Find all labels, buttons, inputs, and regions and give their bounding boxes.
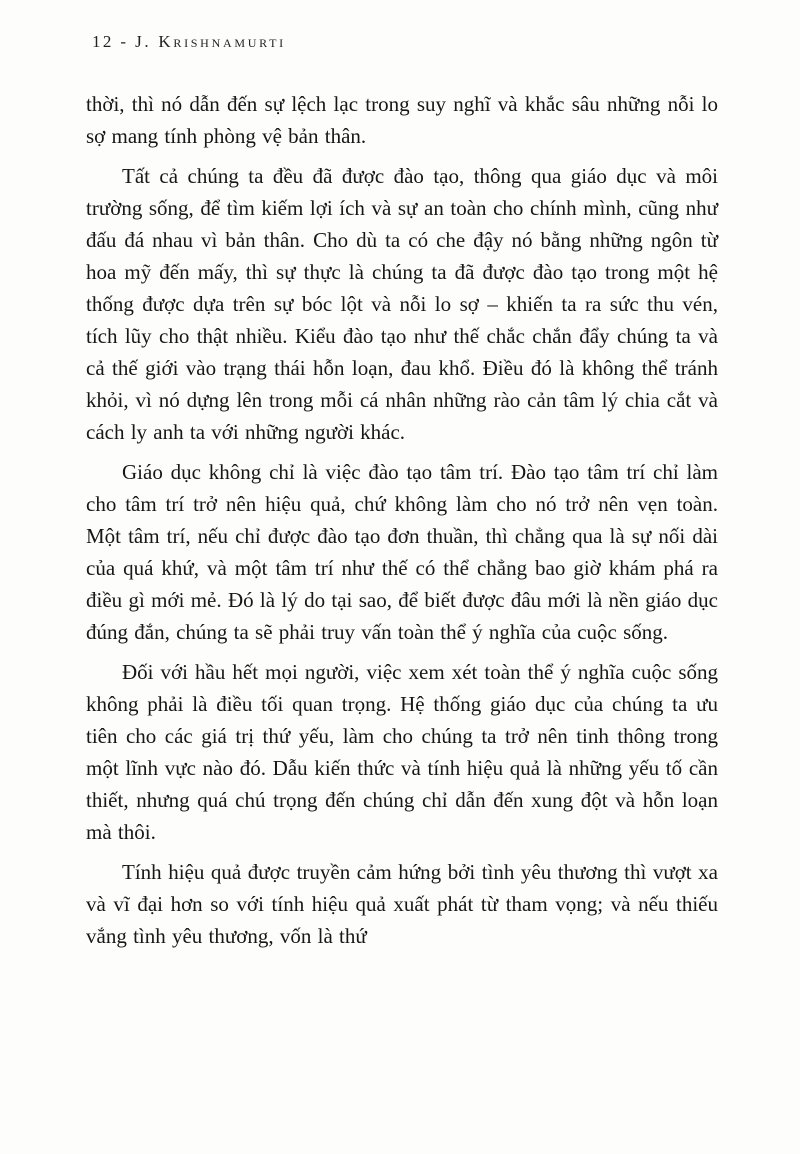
running-header bbox=[92, 32, 718, 52]
author-name: J. Krishnamurti bbox=[135, 32, 286, 51]
header-separator: - bbox=[113, 32, 136, 51]
page-number: 12 bbox=[92, 32, 114, 51]
paragraph: Tất cả chúng ta đều đã được đào tạo, thông qua giáo dục và môi trường sống, để tìm kiếm lợi ích và sự an toàn cho chính mình, cũng như đấu đá nhau vì bản thân. Cho dù ta có che đậy nó bằng những ngôn từ hoa mỹ đến mấy, thì sự thực là chúng ta đã được đào tạo trong một hệ thống được dựa trên sự bóc lột và nỗi lo sợ – khiến ta ra sức thu vén, tích lũy cho thật nhiều. Kiểu đào tạo như thế chắc chắn đẩy chúng ta và cả thế giới vào trạng thái hỗn loạn, đau khổ. Điều đó là không thể tránh khỏi, vì nó dựng lên trong mỗi cá nhân những rào cản tâm lý chia cắt và cách ly anh ta với những người khác. bbox=[86, 164, 718, 444]
paragraph: Đối với hầu hết mọi người, việc xem xét toàn thể ý nghĩa cuộc sống không phải là điều tối quan trọng. Hệ thống giáo dục của chúng ta ưu tiên cho các giá trị thứ yếu, làm cho chúng ta trở nên tinh thông trong một lĩnh vực nào đó. Dẫu kiến thức và tính hiệu quả là những yếu tố cần thiết, nhưng quá chú trọng đến chúng chỉ dẫn đến xung đột và hỗn loạn mà thôi. bbox=[86, 660, 718, 844]
paragraph-continuation: thời, thì nó dẫn đến sự lệch lạc trong suy nghĩ và khắc sâu những nỗi lo sợ mang tính phòng vệ bản thân. bbox=[86, 92, 718, 148]
paragraph-incomplete: Tính hiệu quả được truyền cảm hứng bởi tình yêu thương thì vượt xa và vĩ đại hơn so với tính hiệu quả xuất phát từ tham vọng; và nếu thiếu vắng tình yêu thương, vốn là thứ bbox=[86, 860, 718, 948]
paragraph: Giáo dục không chỉ là việc đào tạo tâm trí. Đào tạo tâm trí chỉ làm cho tâm trí trở nên hiệu quả, chứ không làm cho nó trở nên vẹn toàn. Một tâm trí, nếu chỉ được đào tạo đơn thuần, thì chẳng qua là sự nối dài của quá khứ, và một tâm trí như thế có thể chẳng bao giờ khám phá ra điều gì mới mẻ. Đó là lý do tại sao, để biết được đâu mới là nền giáo dục đúng đắn, chúng ta sẽ phải truy vấn toàn thể ý nghĩa của cuộc sống. bbox=[86, 460, 718, 644]
page-body bbox=[86, 88, 718, 952]
